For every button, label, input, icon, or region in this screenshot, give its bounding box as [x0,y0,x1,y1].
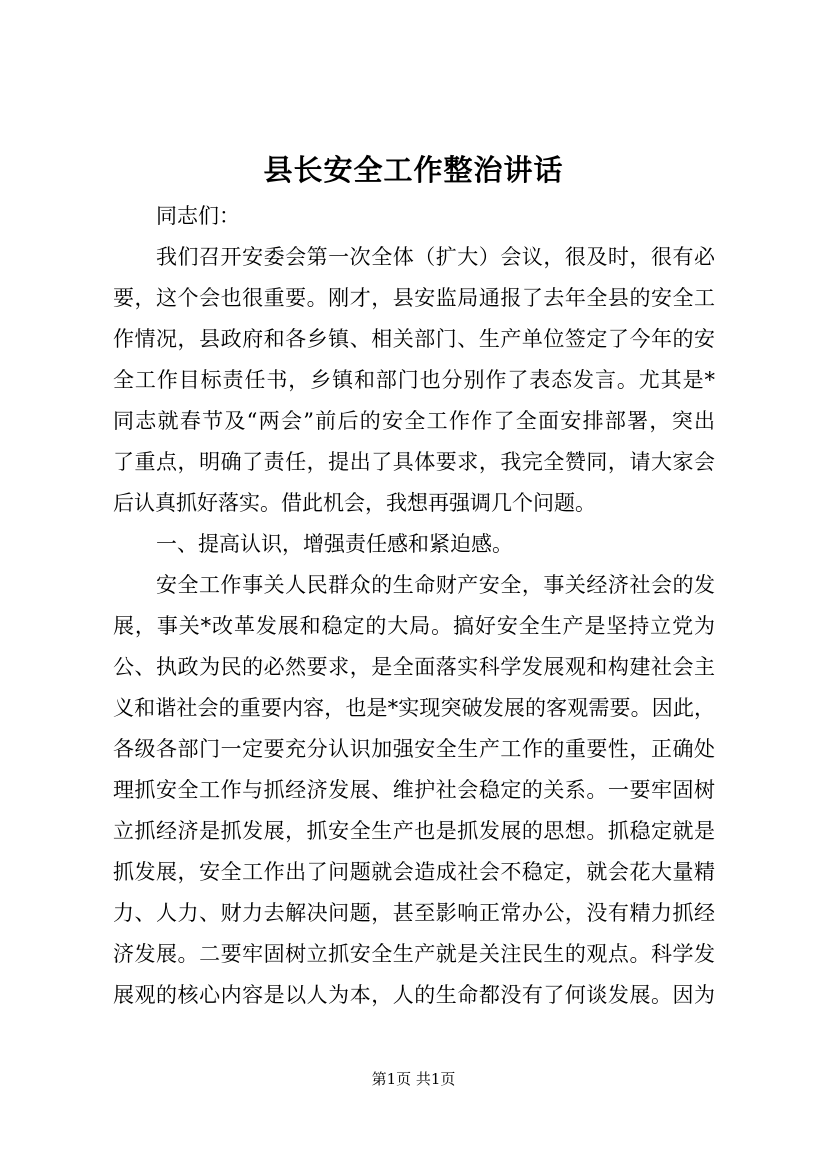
body-line: 公、执政为民的必然要求，是全面落实科学发展观和构建社会主 [113,655,715,679]
section-heading: 一、提高认识，增强责任感和紧迫感。 [156,532,513,556]
body-line: 后认真抓好落实。借此机会，我想再强调几个问题。 [113,491,596,515]
body-line: 义和谐社会的重要内容，也是*实现突破发展的客观需要。因此， [113,696,715,720]
body-line: 同志就春节及“两会”前后的安全工作作了全面安排部署，突出 [113,409,715,433]
document-body [113,196,715,1016]
body-line: 展，事关*改革发展和稳定的大局。搞好安全生产是坚持立党为 [113,614,715,638]
body-line: 抓发展，安全工作出了问题就会造成社会不稳定，就会花大量精 [113,860,715,884]
body-line: 安全工作事关人民群众的生命财产安全，事关经济社会的发 [156,573,715,597]
document-title: 县长安全工作整治讲话 [263,153,564,187]
body-line: 我们召开安委会第一次全体（扩大）会议，很及时，很有必 [156,245,715,269]
body-line: 各级各部门一定要充分认识加强安全生产工作的重要性，正确处 [113,737,715,761]
body-line: 立抓经济是抓发展，抓安全生产也是抓发展的思想。抓稳定就是 [113,819,715,843]
body-line: 济发展。二要牢固树立抓安全生产就是关注民生的观点。科学发 [113,942,715,966]
body-line: 作情况，县政府和各乡镇、相关部门、生产单位签定了今年的安 [113,327,715,351]
body-line: 全工作目标责任书，乡镇和部门也分别作了表态发言。尤其是* [113,368,715,392]
page-number-footer: 第1页 共1页 [371,1070,456,1088]
body-line: 了重点，明确了责任，提出了具体要求，我完全赞同，请大家会 [113,450,715,474]
body-line: 理抓安全工作与抓经济发展、维护社会稳定的关系。一要牢固树 [113,778,715,802]
body-line: 力、人力、财力去解决问题，甚至影响正常办公，没有精力抓经 [113,901,715,925]
body-line: 要，这个会也很重要。刚才，县安监局通报了去年全县的安全工 [113,286,715,310]
body-line: 展观的核心内容是以人为本，人的生命都没有了何谈发展。因为 [113,983,715,1007]
salutation-line: 同志们： [156,204,240,228]
